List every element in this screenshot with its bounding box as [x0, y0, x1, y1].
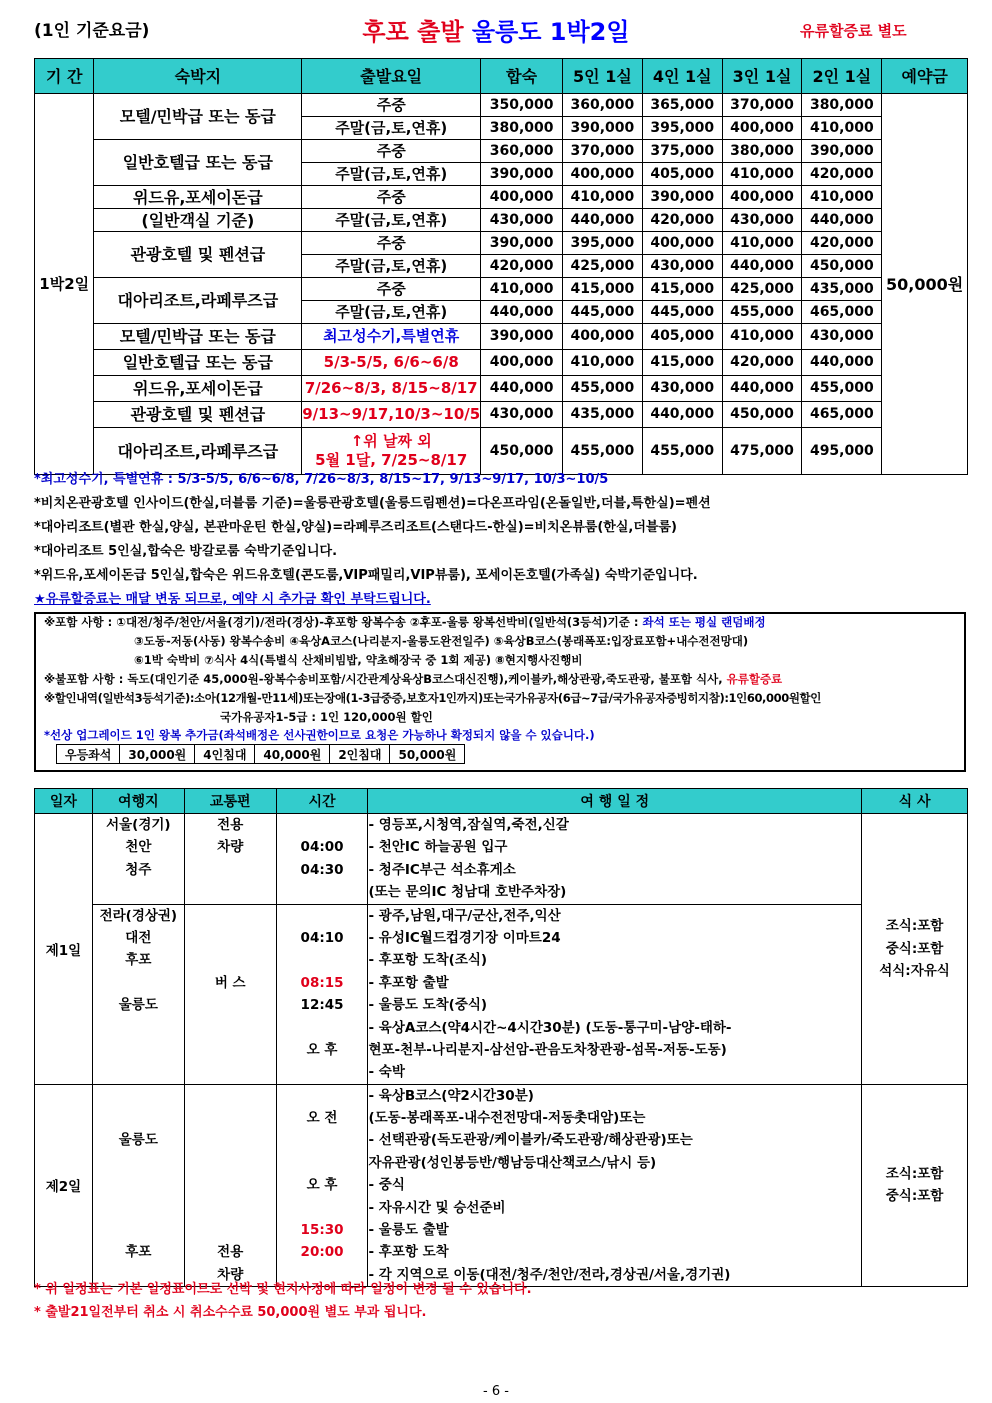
- price-cell: 425,000: [722, 278, 802, 301]
- itinerary-line: 08:15: [300, 974, 344, 991]
- price-cell: 465,000: [802, 402, 882, 428]
- price-cell: 410,000: [481, 278, 563, 301]
- price-basis-label: (1인 기준요금): [34, 21, 150, 41]
- col-header-5-per-room: 5인 1실: [563, 59, 643, 94]
- itinerary-line: [185, 927, 276, 949]
- price-cell: 415,000: [563, 278, 643, 301]
- seat-price-2bed: 50,000원: [390, 745, 465, 764]
- itinerary-line: [185, 949, 276, 971]
- itinerary-line: [277, 1085, 368, 1107]
- accommodation-cell: 대아리조트,라페루즈급: [94, 428, 302, 475]
- col-header-transport: 교통편: [184, 789, 276, 814]
- page-number: - 6 -: [483, 1384, 509, 1399]
- itinerary-line: 버 스: [214, 974, 246, 991]
- price-row: [35, 232, 968, 255]
- price-cell: 390,000: [642, 186, 722, 209]
- itinerary-header-row: [35, 789, 968, 814]
- accommodation-cell: 일반호텔급 또는 동급: [94, 140, 302, 186]
- itinerary-line: 오 후: [306, 1177, 338, 1194]
- itinerary-line: [93, 1174, 184, 1196]
- itinerary-line: [277, 1152, 368, 1174]
- col-header-place: 여행지: [92, 789, 184, 814]
- itinerary-table: [34, 788, 968, 1287]
- price-cell: 410,000: [722, 163, 802, 186]
- col-header-3-per-room: 3인 1실: [722, 59, 802, 94]
- meal-info: 중식:포함: [885, 940, 944, 957]
- seat-upgrade-table: [56, 744, 465, 764]
- itinerary-line: [93, 1107, 184, 1129]
- price-cell: 410,000: [563, 186, 643, 209]
- price-cell: 420,000: [802, 163, 882, 186]
- itinerary-line: [93, 1197, 184, 1219]
- departure-day-cell: [302, 301, 481, 324]
- itinerary-line: - 영등포,시청역,잠실역,죽전,신갈: [368, 817, 569, 833]
- price-cell: 450,000: [481, 428, 563, 475]
- seat-random-note: 좌석 또는 평실 랜덤배정: [642, 615, 766, 629]
- itinerary-line: [185, 1197, 276, 1219]
- itinerary-line: 서울(경기): [106, 817, 171, 833]
- price-cell: 405,000: [642, 163, 722, 186]
- exclusions-text: ※불포함 사항 : 독도(대인기준 45,000원-왕복수송비포함/시간관계상육상B코스대신진행),케이블카,해상관광,죽도관광, 불포함 식사,: [44, 672, 727, 686]
- itinerary-line: [277, 905, 368, 927]
- itinerary-line: 울릉도: [118, 997, 158, 1014]
- inclusions-line-1: [44, 614, 766, 630]
- departure-day-text: 5/3-5/5, 6/6~6/8: [323, 353, 459, 371]
- price-cell: 400,000: [563, 163, 643, 186]
- price-cell: 395,000: [563, 232, 643, 255]
- price-cell: 440,000: [481, 376, 563, 402]
- seat-type-premium: 우등좌석: [57, 745, 120, 764]
- price-cell: 420,000: [481, 255, 563, 278]
- price-cell: 410,000: [802, 186, 882, 209]
- itinerary-line: 전용: [217, 817, 244, 833]
- itinerary-line: [185, 1174, 276, 1196]
- price-cell: 390,000: [802, 140, 882, 163]
- itinerary-line: [185, 994, 276, 1016]
- price-cell: 440,000: [802, 350, 882, 376]
- itinerary-line: [185, 1017, 276, 1039]
- itinerary-line: - 광주,남원,대구/군산,전주,익산: [368, 907, 561, 924]
- col-header-4-per-room: 4인 1실: [642, 59, 722, 94]
- price-row: [35, 94, 968, 117]
- itinerary-line: [185, 1129, 276, 1151]
- itinerary-line: 전라(경상권): [99, 907, 178, 924]
- departure-day-text: 주말(금,토,연휴): [335, 118, 448, 137]
- price-cell: 440,000: [563, 209, 643, 232]
- price-cell: 455,000: [642, 428, 722, 475]
- price-cell: 450,000: [722, 402, 802, 428]
- itinerary-line: [93, 1061, 184, 1083]
- price-cell: 390,000: [563, 117, 643, 140]
- price-cell: 390,000: [481, 324, 563, 350]
- price-cell: 390,000: [481, 163, 563, 186]
- price-row: [35, 402, 968, 428]
- itinerary-line: - 자유시간 및 승선준비: [368, 1199, 506, 1216]
- seat-price-4bed: 40,000원: [255, 745, 330, 764]
- col-header-departure-day: 출발요일: [302, 59, 481, 94]
- accommodation-cell: 위드유,포세이돈급: [94, 186, 302, 209]
- itinerary-line: 20:00: [300, 1244, 344, 1261]
- price-cell: 380,000: [481, 117, 563, 140]
- price-cell: 365,000: [642, 94, 722, 117]
- price-cell: 440,000: [642, 402, 722, 428]
- col-header-shared: 합숙: [481, 59, 563, 94]
- day1-row-a: [35, 814, 968, 905]
- itinerary-line: [277, 949, 368, 971]
- itinerary-line: 대전: [125, 929, 152, 946]
- departure-day-text: 주중: [376, 95, 406, 114]
- price-row: [35, 376, 968, 402]
- upgrade-note: *선상 업그레이드 1인 왕복 추가금(좌석배정은 선사권한이므로 요청은 가능하나 확정되지 않을 수 있습니다.): [44, 728, 595, 742]
- price-cell: 440,000: [722, 255, 802, 278]
- departure-day-text-extra: 5월 1달, 7/25~8/17: [315, 451, 468, 469]
- col-header-day: 일자: [35, 789, 93, 814]
- departure-day-text: 주말(금,토,연휴): [335, 210, 448, 229]
- itinerary-line: 자유관광(성인봉등반/행남등대산책코스/낚시 등): [368, 1154, 657, 1171]
- price-cell: 410,000: [802, 117, 882, 140]
- itinerary-line: (도동-봉래폭포-내수전전망대-저동촛대암)또는: [368, 1110, 646, 1127]
- inclusions-text: ※포함 사항 : ①대전/청주/천안/서울(경기)/전라(경상)-후포항 왕복수송 ②후포-울릉 왕복선박비(일반석(3등석)기준 :: [44, 615, 643, 629]
- price-cell: 430,000: [642, 255, 722, 278]
- itinerary-line: [93, 1017, 184, 1039]
- price-cell: 475,000: [722, 428, 802, 475]
- price-cell: 380,000: [722, 140, 802, 163]
- price-cell: 420,000: [642, 209, 722, 232]
- price-cell: 405,000: [642, 324, 722, 350]
- accommodation-cell: 모텔/민박급 또는 동급: [94, 94, 302, 140]
- inclusions-box: [34, 612, 966, 772]
- itinerary-line: - 유성IC월드컵경기장 이마트24: [368, 929, 561, 946]
- itinerary-line: - 울릉도 출발: [368, 1222, 449, 1239]
- seat-type-4bed: 4인침대: [195, 745, 255, 764]
- itinerary-line: - 울릉도 도착(중식): [368, 997, 488, 1014]
- day1-row-b: [35, 904, 968, 1084]
- itinerary-line: 현포-천부-나리분지-삼선암-관음도차창관광-섬목-저동-도동): [368, 1041, 727, 1058]
- departure-day-text: 최고성수기,특별연휴: [323, 327, 460, 345]
- itinerary-line: - 각 지역으로 이동(대전/청주/천안/전라,경상권/서울,경기권): [368, 1266, 731, 1283]
- departure-day-text: 주중: [376, 141, 406, 160]
- price-cell: 360,000: [563, 94, 643, 117]
- price-cell: 455,000: [802, 376, 882, 402]
- note-fuel-surcharge: ★유류할증료는 매달 변동 되므로, 예약 시 추가금 확인 부탁드립니다.: [34, 592, 431, 607]
- price-cell: 425,000: [563, 255, 643, 278]
- departure-day-cell: [302, 186, 481, 209]
- itinerary-line: [185, 1107, 276, 1129]
- price-row: [35, 209, 968, 232]
- inclusions-line-2: ③도동-저동(사동) 왕복수송비 ④육상A코스(나리분지-울릉도완전일주) ⑤육상B코스(봉래폭포:입장료포함+내수전전망대): [134, 634, 749, 648]
- itinerary-line: - 후포항 도착: [368, 1244, 449, 1261]
- itinerary-line: - 후포항 출발: [368, 974, 449, 991]
- itinerary-line: [277, 1197, 368, 1219]
- exclusions-fuel: 유류할증료: [726, 672, 783, 686]
- itinerary-line: - 천안IC 하늘공원 입구: [368, 839, 508, 856]
- footer-schedule-change-note: * 위 일정표는 기본 일정표이므로 선박 및 현지사정에 따라 일정이 변경 될 수 있습니다.: [34, 1282, 532, 1297]
- price-cell: 400,000: [481, 350, 563, 376]
- price-cell: 400,000: [722, 186, 802, 209]
- itinerary-line: - 후포항 도착(조식): [368, 952, 488, 969]
- departure-day-text: 9/13~9/17,10/3~10/5: [302, 405, 481, 423]
- itinerary-line: - 청주IC부근 석소휴게소: [368, 861, 516, 878]
- itinerary-line: [185, 859, 276, 881]
- itinerary-line: [185, 1039, 276, 1061]
- itinerary-line: 오 전: [306, 1110, 338, 1127]
- itinerary-line: [185, 905, 276, 927]
- note-withyou-rooms: *위드유,포세이돈급 5인실,합숙은 위드유호텔(콘도룸,VIP패밀리,VIP뷰룸), 포세이돈호텔(가족실) 숙박기준입니다.: [34, 568, 698, 583]
- itinerary-line: [93, 972, 184, 994]
- accommodation-cell: 일반호텔급 또는 동급: [94, 350, 302, 376]
- title-destination: 울릉도 1박2일: [471, 18, 630, 46]
- itinerary-line: 15:30: [300, 1222, 344, 1239]
- departure-day-text: 주말(금,토,연휴): [335, 302, 448, 321]
- col-header-period: 기 간: [35, 59, 94, 94]
- price-cell: 435,000: [802, 278, 882, 301]
- note-peak-season: *최고성수기, 특별연휴 : 5/3-5/5, 6/6~6/8, 7/26~8/3, 8/15~17, 9/13~9/17, 10/3~10/5: [34, 472, 609, 487]
- itinerary-line: [93, 1152, 184, 1174]
- col-header-meals: 식 사: [862, 789, 968, 814]
- itinerary-line: [277, 1017, 368, 1039]
- col-header-itinerary: 여 행 일 정: [368, 789, 862, 814]
- title-departure: 후포 출발: [362, 18, 464, 46]
- departure-day-cell: [302, 350, 481, 376]
- meal-info: 석식:자유식: [879, 963, 950, 980]
- itinerary-line: [185, 1061, 276, 1083]
- price-cell: 455,000: [563, 376, 643, 402]
- itinerary-line: 후포: [125, 1244, 152, 1261]
- itinerary-line: [93, 1039, 184, 1061]
- price-row: [35, 278, 968, 301]
- itinerary-line: [185, 1085, 276, 1107]
- price-cell: 440,000: [481, 301, 563, 324]
- footer-cancellation-note: * 출발21일전부터 취소 시 취소수수료 50,000원 별도 부과 됩니다.: [34, 1305, 427, 1320]
- fuel-surcharge-note: 유류할증료 별도: [800, 22, 907, 40]
- price-cell: 370,000: [563, 140, 643, 163]
- departure-day-text: 7/26~8/3, 8/15~8/17: [304, 379, 478, 397]
- itinerary-line: [185, 1219, 276, 1241]
- note-resort-equivalence: *대아리조트(별관 한실,양실, 본관마운틴 한실,양실)=라페루즈리조트(스탠다드-한실)=비치온뷰룸(한실,더블룸): [34, 520, 677, 535]
- discount-line: ※할인내역(일반석3등석기준):소아(12개월-만11세)또는장애(1-3급중증,보호자1인까지)또는국가유공자(6급~7급/국가유공자증빙히지참):1인60,000원할인: [44, 691, 821, 705]
- price-cell: 410,000: [722, 324, 802, 350]
- price-cell: 400,000: [722, 117, 802, 140]
- accommodation-cell: 모텔/민박급 또는 동급: [94, 324, 302, 350]
- seat-price-premium: 30,000원: [120, 745, 195, 764]
- price-cell: 450,000: [802, 255, 882, 278]
- price-cell: 445,000: [642, 301, 722, 324]
- itinerary-line: 울릉도: [118, 1132, 158, 1149]
- departure-day-cell: [302, 232, 481, 255]
- departure-day-cell: [302, 255, 481, 278]
- itinerary-line: 04:10: [300, 929, 344, 946]
- price-cell: 415,000: [642, 350, 722, 376]
- departure-day-text: 주말(금,토,연휴): [335, 164, 448, 183]
- note-daea-resort-rooms: *대아리조트 5인실,합숙은 방갈로룸 숙박기준입니다.: [34, 544, 338, 559]
- itinerary-line: [185, 1152, 276, 1174]
- itinerary-line: (또는 문의IC 청남대 호반주차장): [368, 884, 567, 901]
- col-header-time: 시간: [276, 789, 368, 814]
- day-label: 제2일: [35, 1084, 93, 1287]
- itinerary-line: [93, 881, 184, 903]
- departure-day-text: 주중: [376, 233, 406, 252]
- departure-day-text: ↑위 날짜 외: [350, 432, 432, 450]
- price-cell: 430,000: [802, 324, 882, 350]
- notes-block: [34, 468, 711, 612]
- seat-type-2bed: 2인침대: [330, 745, 390, 764]
- departure-day-cell: [302, 163, 481, 186]
- price-cell: 430,000: [642, 376, 722, 402]
- itinerary-line: - 숙박: [368, 1064, 405, 1081]
- itinerary-line: 차량: [217, 1266, 244, 1283]
- accommodation-cell: 관광호텔 및 펜션급: [94, 402, 302, 428]
- price-row: [35, 140, 968, 163]
- accommodation-cell: (일반객실 기준): [94, 209, 302, 232]
- col-header-accommodation: 숙박지: [94, 59, 302, 94]
- price-cell: 360,000: [481, 140, 563, 163]
- price-cell: 420,000: [722, 350, 802, 376]
- itinerary-line: [277, 1129, 368, 1151]
- col-header-deposit: 예약금: [882, 59, 968, 94]
- price-cell: 465,000: [802, 301, 882, 324]
- itinerary-line: [93, 1219, 184, 1241]
- itinerary-line: 04:30: [300, 861, 344, 878]
- price-cell: 430,000: [481, 209, 563, 232]
- itinerary-line: 차량: [217, 839, 244, 856]
- departure-day-cell: [302, 376, 481, 402]
- itinerary-line: 전용: [217, 1244, 244, 1261]
- price-cell: 440,000: [802, 209, 882, 232]
- price-cell: 420,000: [802, 232, 882, 255]
- period-cell: 1박2일: [35, 94, 94, 475]
- accommodation-cell: 관광호텔 및 펜션급: [94, 232, 302, 278]
- itinerary-line: 후포: [125, 952, 152, 969]
- departure-day-text: 주중: [376, 279, 406, 298]
- price-cell: 400,000: [563, 324, 643, 350]
- accommodation-cell: 위드유,포세이돈급: [94, 376, 302, 402]
- itinerary-line: [277, 881, 368, 903]
- itinerary-line: - 육상B코스(약2시간30분): [368, 1087, 534, 1104]
- price-cell: 430,000: [722, 209, 802, 232]
- price-cell: 495,000: [802, 428, 882, 475]
- meal-info: 조식:포함: [885, 918, 944, 935]
- departure-day-text: 주중: [376, 187, 406, 206]
- itinerary-line: 12:45: [300, 997, 344, 1014]
- price-cell: 455,000: [563, 428, 643, 475]
- deposit-cell: 50,000원: [882, 94, 968, 475]
- discount-veterans-line: 국가유공자1-5급 : 1인 120,000원 할인: [220, 710, 433, 724]
- departure-day-cell: [302, 94, 481, 117]
- price-cell: 350,000: [481, 94, 563, 117]
- itinerary-line: 청주: [125, 861, 152, 878]
- price-cell: 440,000: [722, 376, 802, 402]
- price-cell: 380,000: [802, 94, 882, 117]
- itinerary-line: [185, 881, 276, 903]
- itinerary-line: [277, 814, 368, 836]
- price-cell: 435,000: [563, 402, 643, 428]
- itinerary-line: 천안: [125, 839, 152, 856]
- price-table: [34, 58, 968, 475]
- price-table-header-row: [35, 59, 968, 94]
- day-label: 제1일: [35, 814, 93, 1085]
- price-cell: 410,000: [563, 350, 643, 376]
- itinerary-line: [93, 1085, 184, 1107]
- price-cell: 430,000: [481, 402, 563, 428]
- meal-info: 조식:포함: [885, 1166, 944, 1183]
- price-cell: 410,000: [722, 232, 802, 255]
- price-cell: 415,000: [642, 278, 722, 301]
- itinerary-line: - 중식: [368, 1177, 405, 1194]
- day2-row: [35, 1084, 968, 1287]
- exclusions-line: [44, 671, 782, 687]
- price-cell: 445,000: [563, 301, 643, 324]
- departure-day-cell: [302, 140, 481, 163]
- departure-day-text: 주말(금,토,연휴): [335, 256, 448, 275]
- departure-day-cell: [302, 209, 481, 232]
- departure-day-cell: [302, 402, 481, 428]
- departure-day-cell: [302, 324, 481, 350]
- price-cell: 400,000: [481, 186, 563, 209]
- itinerary-line: - 육상A코스(약4시간~4시간30분) (도동-통구미-남양-태하-: [368, 1019, 732, 1036]
- price-row: [35, 324, 968, 350]
- itinerary-line: [277, 1061, 368, 1083]
- price-cell: 370,000: [722, 94, 802, 117]
- price-cell: 375,000: [642, 140, 722, 163]
- inclusions-line-3: ⑥1박 숙박비 ⑦식사 4식(특별식 산채비빔밥, 약초해장국 중 1회 제공) ⑧현지행사진행비: [134, 653, 583, 667]
- note-hotel-equivalence: *비치온관광호텔 인사이드(한실,더블룸 기준)=울릉관광호텔(울릉드림펜션)=다온프라임(온돌일반,더블,특한실)=펜션: [34, 496, 711, 511]
- price-cell: 390,000: [481, 232, 563, 255]
- accommodation-cell: 대아리조트,라페루즈급: [94, 278, 302, 324]
- price-cell: 455,000: [722, 301, 802, 324]
- departure-day-cell: [302, 278, 481, 301]
- meal-info: 중식:포함: [885, 1188, 944, 1205]
- itinerary-line: 04:00: [300, 839, 344, 856]
- col-header-2-per-room: 2인 1실: [802, 59, 882, 94]
- price-row: [35, 350, 968, 376]
- price-cell: 395,000: [642, 117, 722, 140]
- footer-notes: [34, 1278, 532, 1324]
- itinerary-line: 오 후: [306, 1041, 338, 1058]
- departure-day-cell: [302, 117, 481, 140]
- price-row: [35, 186, 968, 209]
- itinerary-line: - 선택관광(독도관광/케이블카/죽도관광/해상관광)또는: [368, 1132, 693, 1149]
- price-cell: 400,000: [642, 232, 722, 255]
